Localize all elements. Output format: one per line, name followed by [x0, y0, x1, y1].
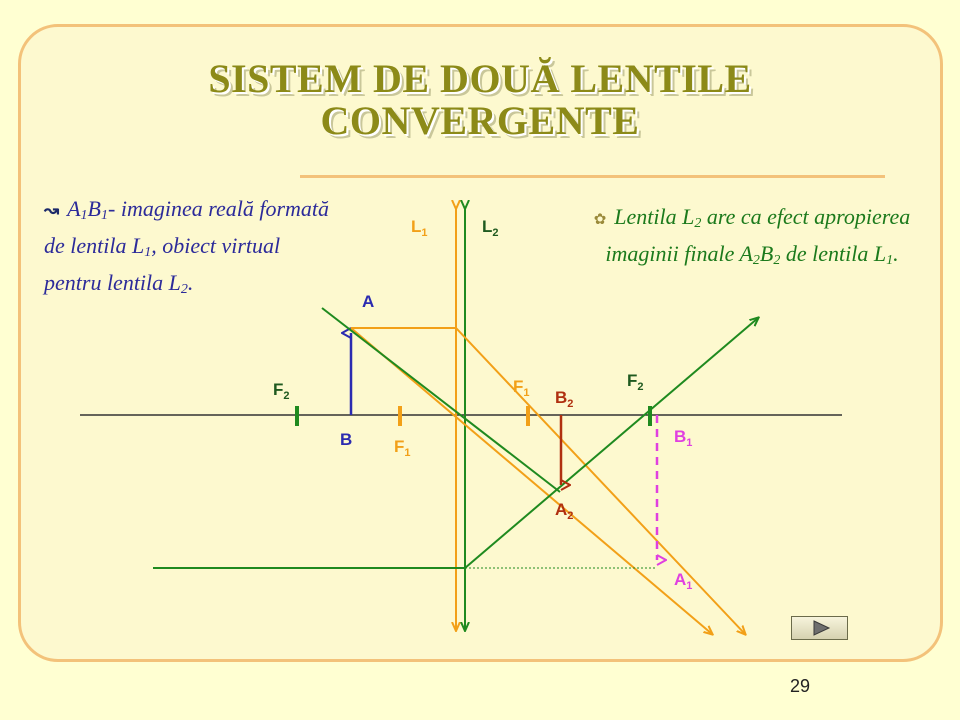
note-right-text-3: B [759, 241, 774, 266]
gear-bullet-icon: ✿ [593, 212, 607, 228]
next-slide-button[interactable] [791, 616, 848, 640]
play-next-icon [805, 619, 835, 637]
note-a-sub: 1 [80, 208, 88, 223]
note-b: B [87, 196, 101, 221]
label-f1-right: $F_1$ [513, 377, 530, 399]
note-left-text-2: , obiect virtual pentru lentila L [44, 233, 281, 295]
label-b: B [340, 430, 353, 449]
squiggle-bullet-icon: ↝ [44, 200, 60, 220]
label-f1-left: $F_1$ [394, 437, 411, 459]
ray-parallel-l2-out [465, 318, 758, 568]
label-b2: $B_2$ [555, 388, 574, 410]
note-right-sub-2: 2 [752, 253, 760, 268]
note-right-text-2: are ca efect apropierea imaginii finale A [605, 204, 911, 266]
title-line-2: CONVERGENTE [320, 98, 640, 143]
note-left-sub-2: 2 [180, 282, 188, 297]
note-right-sub-1: 2 [694, 216, 702, 231]
label-f2-left: $F_2$ [273, 380, 290, 402]
label-l2: $L_2$ [482, 217, 499, 239]
label-f2-right: $F_2$ [627, 371, 644, 393]
label-b1: $B_1$ [674, 427, 693, 449]
note-left-sub-1: 1 [144, 245, 152, 260]
page-number: 29 [790, 676, 811, 696]
title-line-1: SISTEM DE DOUĂ LENTILE [208, 56, 752, 101]
note-right-sub-4: 1 [886, 253, 894, 268]
note-right-text-5: . [893, 241, 899, 266]
label-a1: $A_1$ [674, 570, 693, 592]
note-right-sub-3: 2 [773, 253, 781, 268]
note-right-text-1: Lentila L [614, 204, 695, 229]
ray-center-l1 [351, 328, 712, 634]
note-right-text-4: de lentila L [780, 241, 887, 266]
note-b-sub: 1 [101, 208, 108, 223]
label-a2: $A_2$ [555, 500, 574, 522]
note-left-text-1: - imaginea reală formată de lentila L [44, 196, 329, 258]
note-a: A [67, 196, 81, 221]
label-l1: $L_1$ [411, 217, 428, 239]
label-a: A [362, 292, 375, 311]
note-left-text-3: . [187, 270, 194, 295]
